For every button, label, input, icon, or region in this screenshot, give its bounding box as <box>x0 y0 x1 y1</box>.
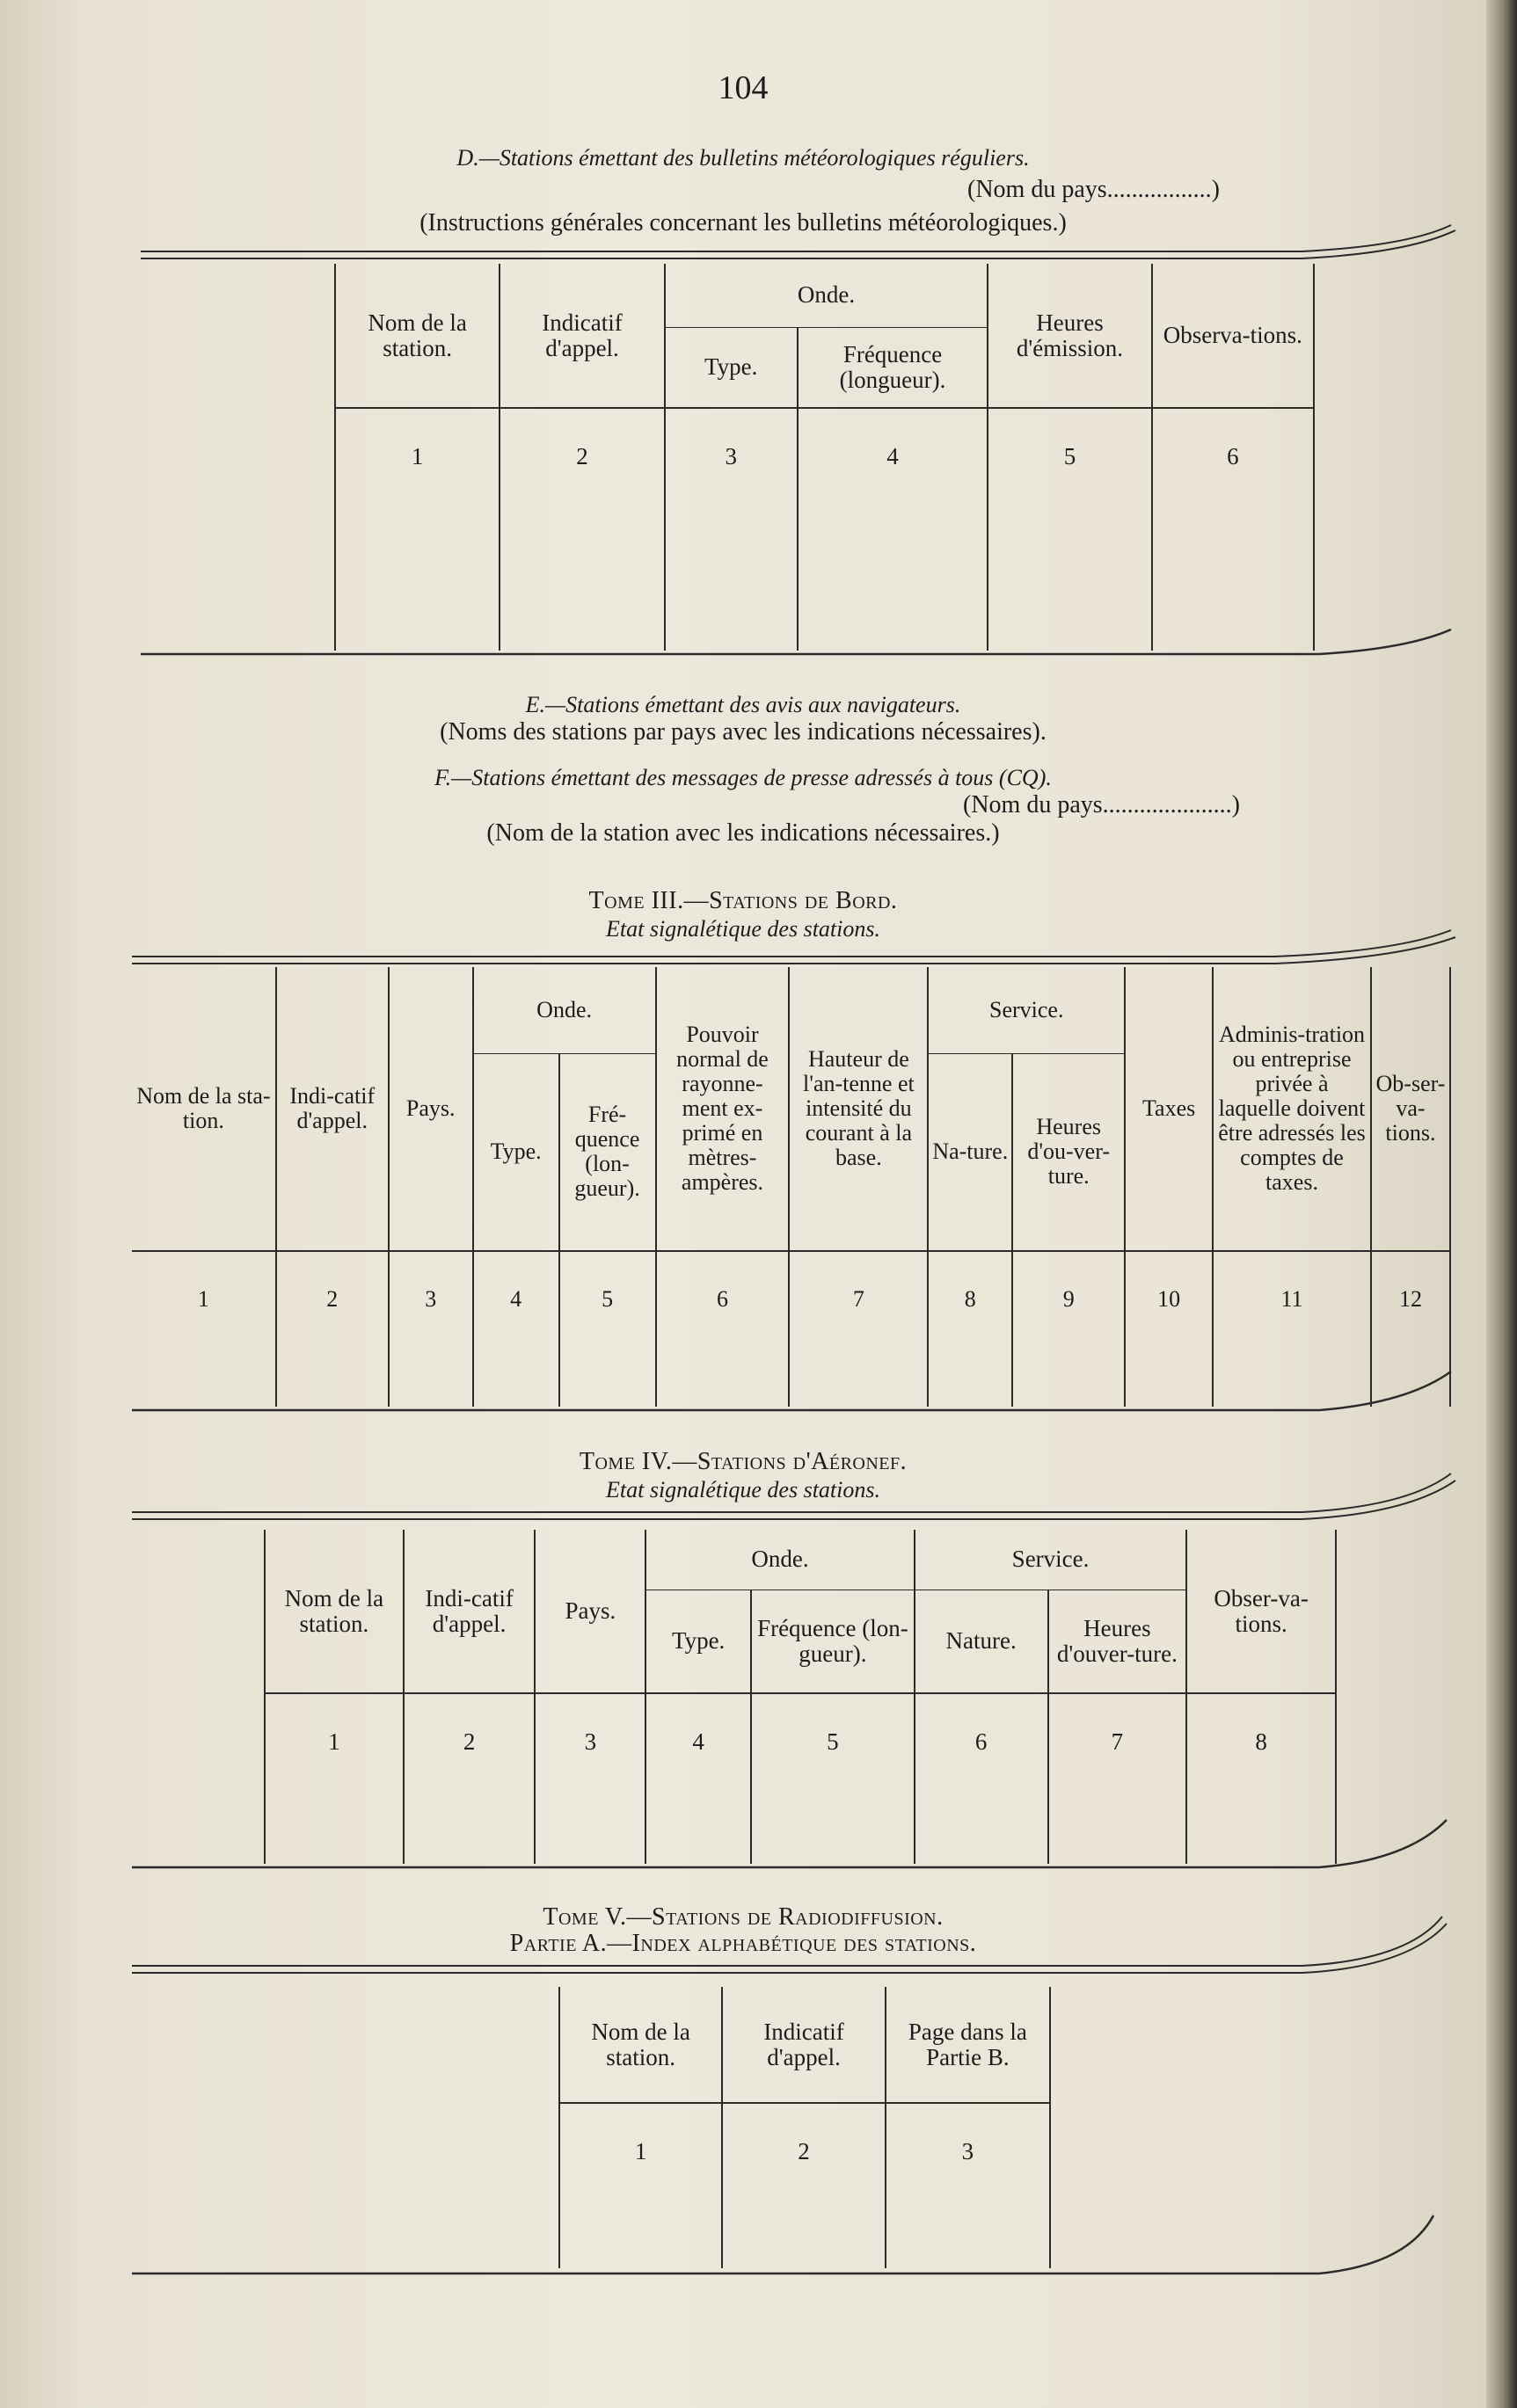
num-2: 2 <box>404 1693 536 1864</box>
num-3: 3 <box>886 2103 1050 2268</box>
section-e-title: E.—Stations émettant des avis aux navigateurs. <box>525 692 961 717</box>
col-indicatif: Indi-catif d'appel. <box>425 1584 514 1637</box>
rule-t5-top-1 <box>132 1917 1442 1966</box>
col-nom: Nom de la station. <box>591 2018 690 2070</box>
rule-t4-bottom <box>132 1820 1447 1867</box>
col-service: Service. <box>988 996 1064 1022</box>
num-6: 6 <box>1152 408 1314 651</box>
num-1: 1 <box>265 1693 404 1864</box>
num-4: 4 <box>473 1251 559 1407</box>
num-3: 3 <box>665 408 798 651</box>
num-9: 9 <box>1012 1251 1125 1407</box>
rule-d-top-2 <box>141 230 1455 258</box>
section-d-instructions: (Instructions générales concernant les bulletins météorologiques.) <box>419 209 1067 236</box>
col-heures: Heures d'émission. <box>1016 309 1124 361</box>
num-5: 5 <box>751 1693 915 1864</box>
col-frequence: Fré-quence (lon-gueur). <box>574 1102 640 1202</box>
num-8: 8 <box>1186 1693 1336 1864</box>
col-administration: Adminis-tration ou entreprise privée à laquelle doivent être adressés les comptes de taxes. <box>1218 1022 1366 1195</box>
col-nom: Nom de la station. <box>284 1584 384 1637</box>
col-type: Type. <box>671 1627 726 1655</box>
tome4-title: Tome IV.—Stations d'Aéronef. <box>579 1448 908 1475</box>
rule-t3-bottom <box>132 1371 1451 1410</box>
num-11: 11 <box>1213 1251 1371 1407</box>
col-nom: Nom de la station. <box>368 309 467 361</box>
num-12: 12 <box>1371 1251 1450 1407</box>
tome3-title: Tome III.—Stations de Bord. <box>588 887 898 914</box>
num-2: 2 <box>500 408 664 651</box>
col-frequence: Fréquence (longueur). <box>839 340 946 393</box>
col-nom: Nom de la sta-tion. <box>136 1083 271 1133</box>
section-d-country: (Nom du pays.................) <box>967 176 1220 203</box>
col-pays: Pays. <box>565 1597 616 1624</box>
num-4: 4 <box>645 1693 751 1864</box>
col-onde: Onde. <box>751 1546 809 1573</box>
num-6: 6 <box>656 1251 790 1407</box>
col-observations: Ob-ser-va-tions. <box>1375 1071 1446 1146</box>
num-8: 8 <box>928 1251 1012 1407</box>
section-e-subtitle: (Noms des stations par pays avec les indications nécessaires). <box>440 718 1047 746</box>
rule-t3-top-1 <box>132 930 1451 957</box>
num-5: 5 <box>559 1251 656 1407</box>
col-observations: Observa-tions. <box>1163 322 1302 348</box>
section-f-title: F.—Stations émettant des messages de presse adressés à tous (CQ). <box>434 765 1052 790</box>
book-spine <box>1486 0 1517 2408</box>
rule-t5-bottom <box>132 2215 1433 2273</box>
col-service: Service. <box>1011 1546 1090 1573</box>
num-2: 2 <box>722 2103 885 2268</box>
col-pouvoir: Pouvoir normal de rayonne-ment ex-primé en mètres-ampères. <box>676 1022 769 1195</box>
num-7: 7 <box>789 1251 928 1407</box>
col-onde: Onde. <box>536 996 592 1022</box>
col-onde: Onde. <box>797 281 856 309</box>
col-frequence: Fréquence (lon-gueur). <box>757 1614 908 1667</box>
col-observations: Obser-va-tions. <box>1214 1584 1309 1637</box>
col-indicatif: Indi-catif d'appel. <box>289 1083 376 1133</box>
section-f-subtitle: (Nom de la station avec les indications nécessaires.) <box>486 819 1000 847</box>
col-taxes: Taxes <box>1141 1095 1196 1121</box>
num-2: 2 <box>276 1251 389 1407</box>
col-type: Type. <box>490 1139 542 1165</box>
tome5-title: Tome V.—Stations de Radiodiffusion. <box>543 1903 944 1931</box>
rule-t3-top-2 <box>132 937 1455 964</box>
num-3: 3 <box>535 1693 645 1864</box>
num-1: 1 <box>559 2103 722 2268</box>
col-nature: Nature. <box>945 1627 1017 1655</box>
col-indicatif: Indicatif d'appel. <box>542 309 623 361</box>
rule-d-bottom <box>141 629 1451 654</box>
col-hauteur: Hauteur de l'an-tenne et intensité du courant à la base. <box>803 1046 915 1170</box>
col-nature: Na-ture. <box>932 1139 1009 1165</box>
col-indicatif: Indicatif d'appel. <box>763 2018 844 2070</box>
rule-t4-top-2 <box>132 1480 1455 1519</box>
rule-d-top-1 <box>141 225 1451 251</box>
col-page: Page dans la Partie B. <box>908 2018 1027 2070</box>
col-heures: Heures d'ouver-ture. <box>1056 1614 1178 1667</box>
tome5-subtitle: Partie A.—Index alphabétique des stations. <box>509 1930 977 1957</box>
section-d-title: D.—Stations émettant des bulletins météorologiques réguliers. <box>456 145 1030 171</box>
num-1: 1 <box>132 1251 276 1407</box>
col-heures: Heures d'ou-ver-ture. <box>1027 1114 1111 1189</box>
num-7: 7 <box>1048 1693 1187 1864</box>
tome4-subtitle: Etat signalétique des stations. <box>606 1477 880 1502</box>
num-5: 5 <box>988 408 1151 651</box>
col-type: Type. <box>704 353 758 381</box>
num-6: 6 <box>915 1693 1048 1864</box>
num-1: 1 <box>335 408 500 651</box>
rule-t4-top-1 <box>132 1473 1451 1512</box>
tome3-subtitle: Etat signalétique des stations. <box>606 916 880 942</box>
section-f-country: (Nom du pays.....................) <box>963 791 1240 818</box>
num-4: 4 <box>798 408 988 651</box>
num-3: 3 <box>389 1251 473 1407</box>
col-pays: Pays. <box>405 1095 456 1121</box>
num-10: 10 <box>1125 1251 1213 1407</box>
page-number: 104 <box>718 69 769 106</box>
